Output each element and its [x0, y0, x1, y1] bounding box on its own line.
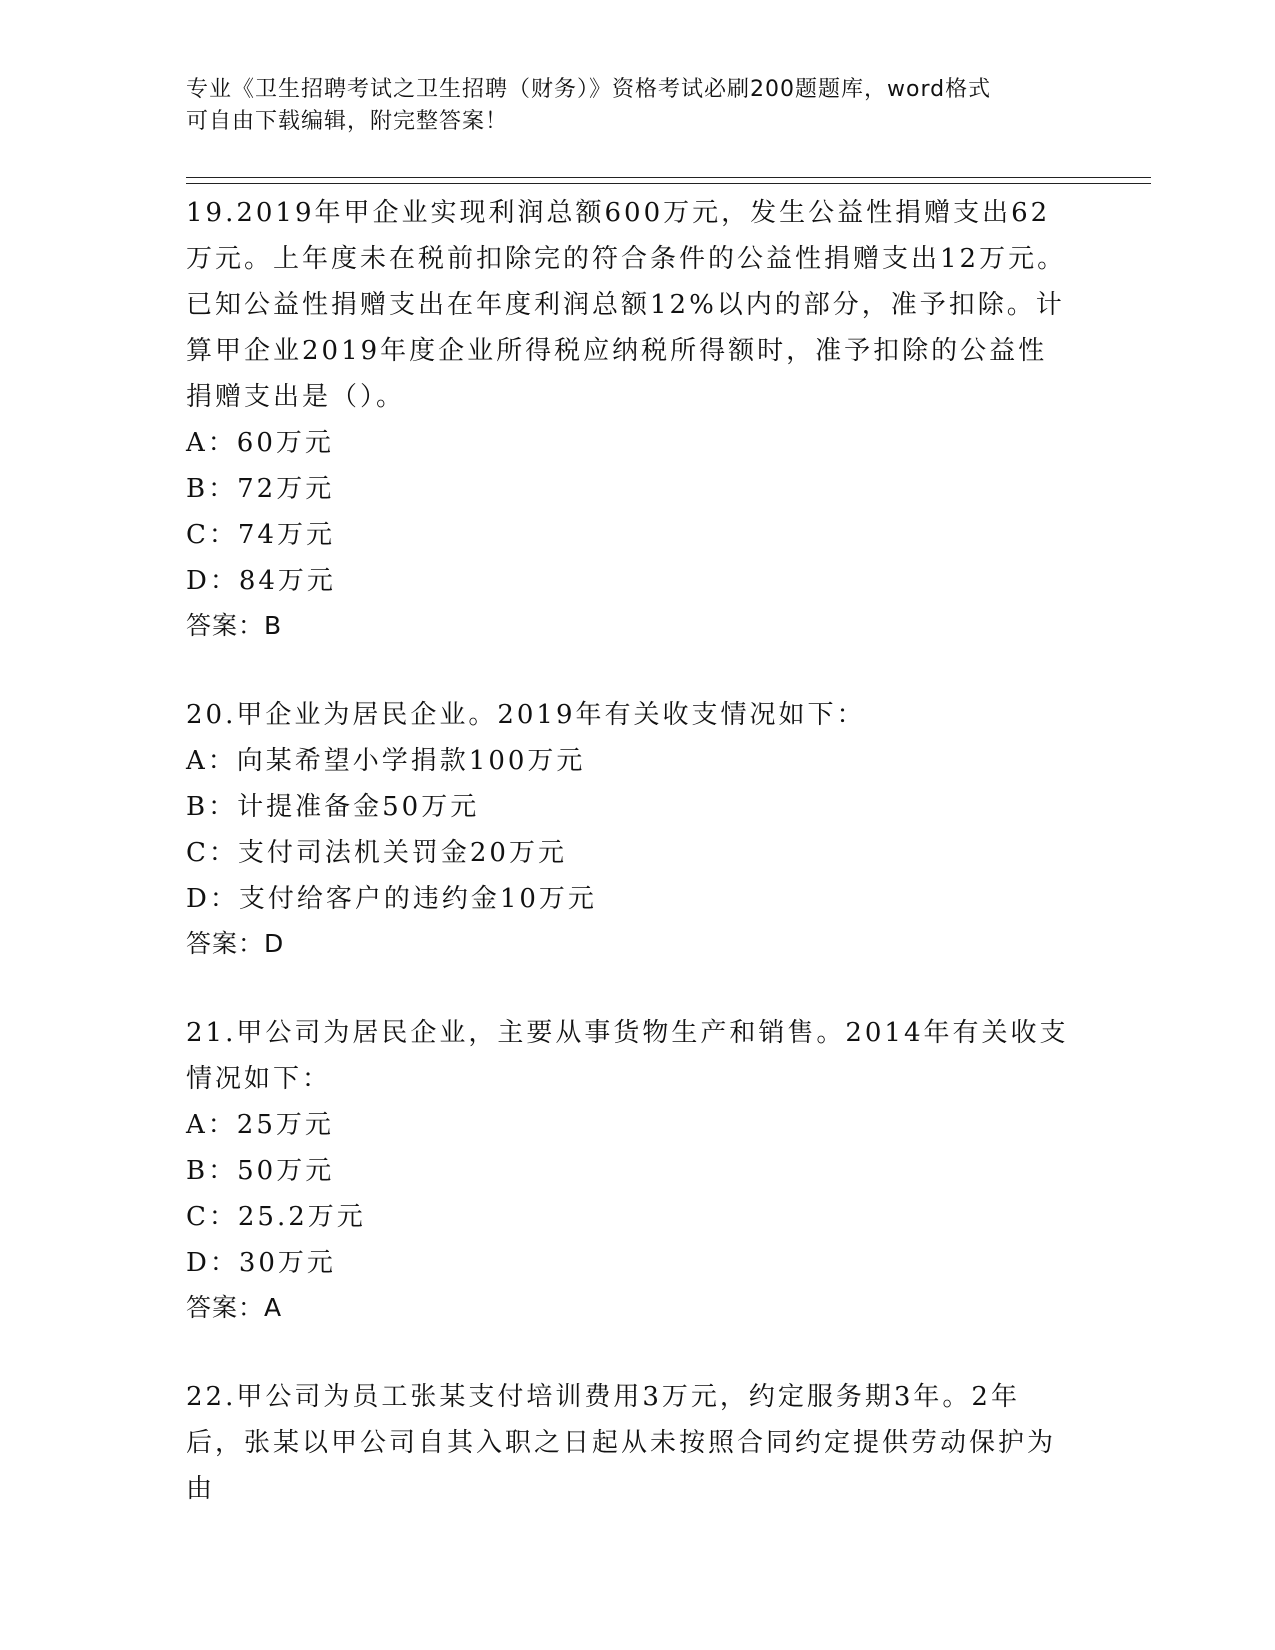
header-title-line-1: 专业《卫生招聘考试之卫生招聘（财务）》资格考试必刷200题题库，word格式 [186, 77, 992, 102]
document-header [186, 74, 1066, 138]
option-d: D：84万元 [186, 566, 336, 596]
option-b: B：72万元 [186, 474, 335, 504]
option-c: C：74万元 [186, 520, 335, 550]
option-a: A：25万元 [186, 1110, 334, 1140]
header-divider [186, 177, 1151, 184]
answer-label: 答案：B [186, 611, 283, 640]
question-21 [186, 1010, 1076, 1330]
option-a: A：60万元 [186, 428, 334, 458]
question-20 [186, 692, 1076, 966]
answer-label: 答案：A [186, 1293, 283, 1322]
question-list [186, 190, 1076, 1556]
question-stem: 20.甲企业为居民企业。2019年有关收支情况如下： [186, 700, 866, 730]
question-stem: 21.甲公司为居民企业，主要从事货物生产和销售。2014年有关收支情况如下： [186, 1018, 1069, 1094]
option-list [186, 1102, 1076, 1286]
option-list [186, 738, 1076, 922]
option-d: D：30万元 [186, 1248, 336, 1278]
option-c: C：25.2万元 [186, 1202, 366, 1232]
answer-label: 答案：D [186, 929, 285, 958]
option-list [186, 420, 1076, 604]
option-b: B：计提准备金50万元 [186, 792, 480, 822]
question-19 [186, 190, 1076, 648]
option-b: B：50万元 [186, 1156, 335, 1186]
question-stem: 19.2019年甲企业实现利润总额600万元，发生公益性捐赠支出62万元。上年度未在税前扣除完的符合条件的公益性捐赠支出12万元。已知公益性捐赠支出在年度利润总额12%以内的部分，准予扣除。计算甲企业2019年度企业所得税应纳税所得额时，准予扣除的公益性捐赠支出是（）。 [186, 198, 1067, 412]
question-stem: 22.甲公司为员工张某支付培训费用3万元，约定服务期3年。2年后，张某以甲公司自其入职之日起从未按照合同约定提供劳动保护为由 [186, 1382, 1057, 1504]
option-d: D：支付给客户的违约金10万元 [186, 884, 597, 914]
option-a: A：向某希望小学捐款100万元 [186, 746, 586, 776]
question-22 [186, 1374, 1076, 1512]
header-title-line-2: 可自由下载编辑，附完整答案！ [186, 109, 509, 134]
option-c: C：支付司法机关罚金20万元 [186, 838, 567, 868]
